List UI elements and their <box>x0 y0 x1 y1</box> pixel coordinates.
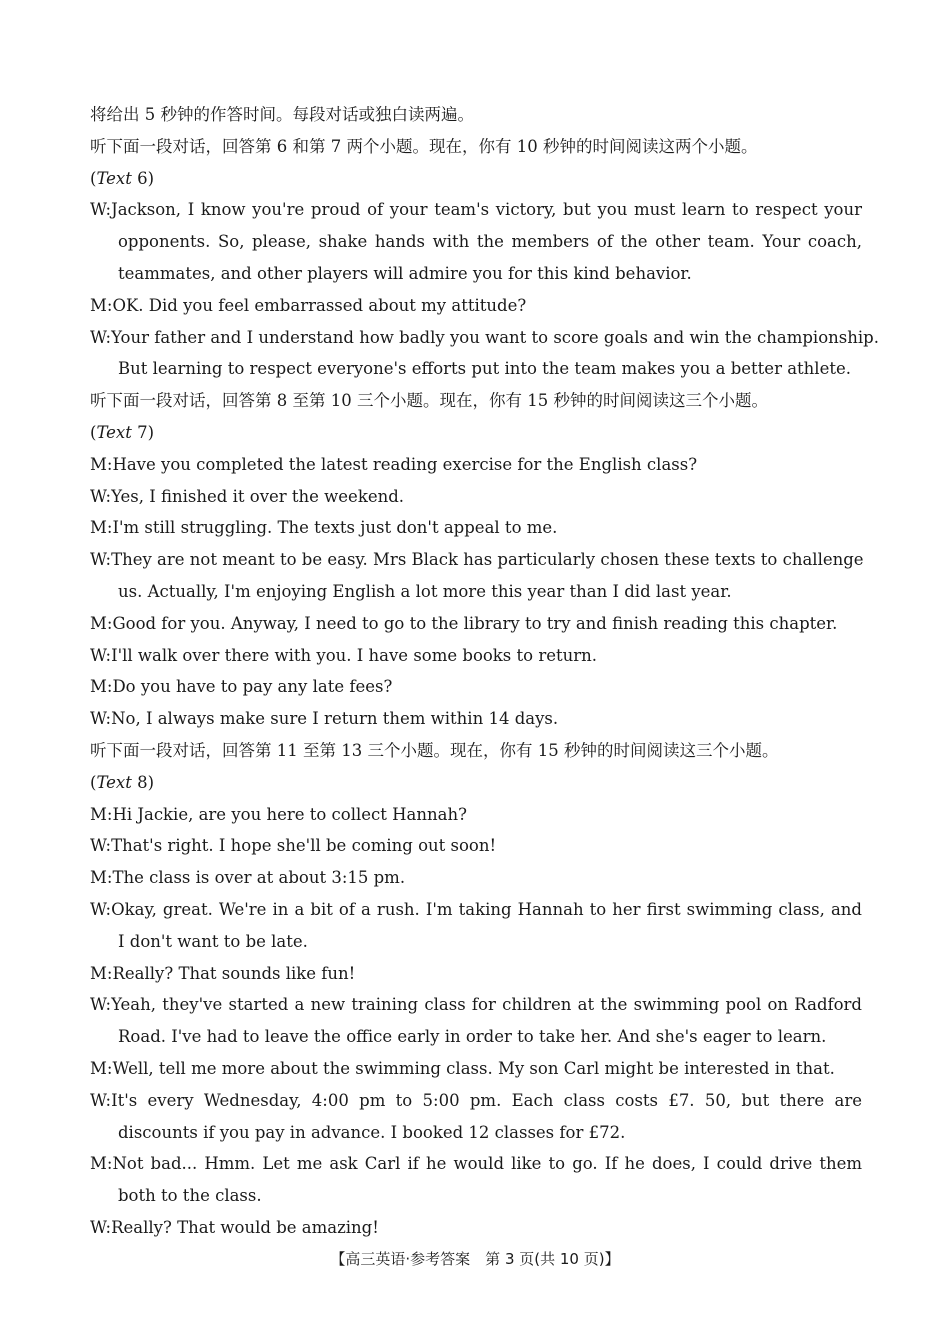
dialogue-continuation: discounts if you pay in advance. I booked 12 classes for £72. <box>118 1122 626 1142</box>
dialogue-line: W:Okay, great. We're in a bit of a rush. I'm taking Hannah to her first swimming class, and <box>90 899 862 919</box>
dialogue-continuation: opponents. So, please, shake hands with the members of the other team. Your coach, <box>118 232 862 252</box>
dialogue-continuation: teammates, and other players will admire you for this kind behavior. <box>118 263 692 283</box>
dialogue-line: M:Not bad... Hmm. Let me ask Carl if he would like to go. If he does, I could drive them <box>90 1154 862 1174</box>
instruction-line: 听下面一段对话，回答第 11 至第 13 三个小题。现在，你有 15 秒钟的时间阅读这三个小题。 <box>90 740 779 760</box>
page-footer: 【高三英语·参考答案 第 3 页(共 10 页)】 <box>330 1250 620 1268</box>
dialogue-line: M:OK. Did you feel embarrassed about my attitude? <box>90 295 527 315</box>
dialogue-continuation: Road. I've had to leave the office early in order to take her. And she's eager to learn. <box>118 1027 827 1047</box>
text-section-label: (Text 8) <box>90 772 155 792</box>
dialogue-line: M:Have you completed the latest reading exercise for the English class? <box>90 454 698 474</box>
dialogue-line: W:Your father and I understand how badly you want to score goals and win the championship. <box>90 327 879 347</box>
dialogue-line: M:The class is over at about 3:15 pm. <box>90 868 406 888</box>
dialogue-continuation: But learning to respect everyone's efforts put into the team makes you a better athlete. <box>118 359 851 379</box>
instruction-line: 将给出 5 秒钟的作答时间。每段对话或独白读两遍。 <box>90 105 474 124</box>
dialogue-continuation: us. Actually, I'm enjoying English a lot more this year than I did last year. <box>118 581 732 601</box>
dialogue-line: M:Hi Jackie, are you here to collect Hannah? <box>90 804 467 824</box>
dialogue-line: W:Yes, I finished it over the weekend. <box>90 486 405 506</box>
dialogue-line: M:Well, tell me more about the swimming class. My son Carl might be interested in that. <box>90 1058 835 1078</box>
instruction-line: 听下面一段对话，回答第 6 和第 7 两个小题。现在，你有 10 秒钟的时间阅读这两个小题。 <box>90 136 758 156</box>
dialogue-line: W:Yeah, they've started a new training class for children at the swimming pool on Radford <box>90 995 862 1015</box>
dialogue-line: W:They are not meant to be easy. Mrs Black has particularly chosen these texts to challenge <box>90 550 864 570</box>
dialogue-line: M:Do you have to pay any late fees? <box>90 677 393 697</box>
dialogue-line: M:Really? That sounds like fun! <box>90 963 356 983</box>
dialogue-line: M:I'm still struggling. The texts just don't appeal to me. <box>90 518 558 538</box>
text-section-label: (Text 7) <box>90 422 155 442</box>
dialogue-line: W:It's every Wednesday, 4:00 pm to 5:00 pm. Each class costs £7. 50, but there are <box>90 1090 862 1110</box>
dialogue-line: M:Good for you. Anyway, I need to go to the library to try and finish reading this chapter. <box>90 613 838 633</box>
dialogue-line: W:I'll walk over there with you. I have some books to return. <box>90 645 597 665</box>
dialogue-line: W:Really? That would be amazing! <box>90 1217 379 1237</box>
dialogue-continuation: both to the class. <box>118 1186 262 1206</box>
dialogue-line: W:Jackson, I know you're proud of your team's victory, but you must learn to respect your <box>90 200 862 220</box>
document-body <box>90 99 879 1244</box>
dialogue-line: W:That's right. I hope she'll be coming out soon! <box>90 836 497 856</box>
dialogue-continuation: I don't want to be late. <box>118 931 308 951</box>
dialogue-line: W:No, I always make sure I return them within 14 days. <box>90 709 559 729</box>
text-section-label: (Text 6) <box>90 168 155 188</box>
instruction-line: 听下面一段对话，回答第 8 至第 10 三个小题。现在，你有 15 秒钟的时间阅读这三个小题。 <box>90 391 768 411</box>
